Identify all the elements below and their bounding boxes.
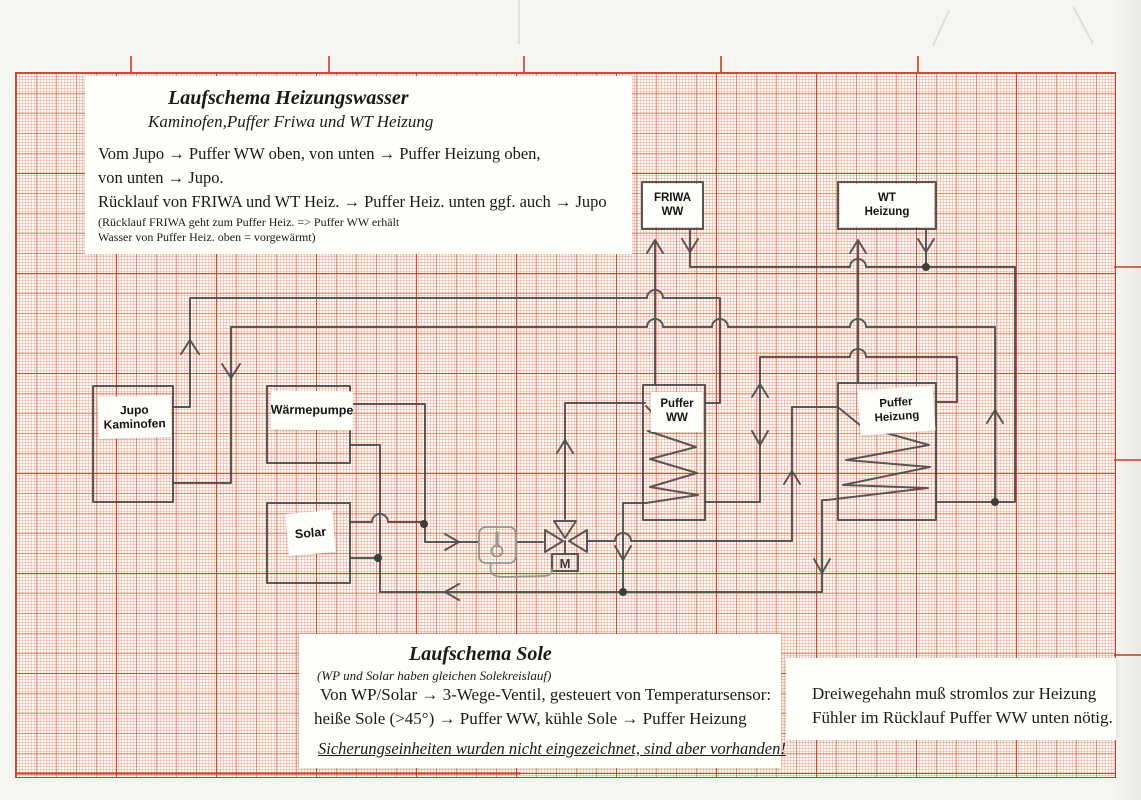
- schema-title: Laufschema Heizungswasser: [168, 87, 409, 109]
- junction-dot-icon: [619, 588, 627, 596]
- coil-puffer-ww: [623, 406, 698, 592]
- pipe-jupo-to-pufferww: [173, 290, 720, 407]
- pipe-valve-to-pufferww-coil: [565, 403, 645, 519]
- label-line: Puffer: [660, 398, 694, 411]
- sole-text-line: Von WP/Solar → 3-Wege-Ventil, gesteuert von Temperatursensor:: [320, 685, 772, 704]
- schema-text-line: Vom Jupo → Puffer WW oben, von unten → Puffer Heizung oben,: [98, 144, 541, 163]
- pipe-sole-return: [350, 445, 822, 592]
- sole-title: Laufschema Sole: [409, 643, 552, 665]
- pipe-valve-to-pufferheizung-coil: [587, 407, 838, 541]
- junction-dot-icon: [922, 263, 930, 271]
- label-puffer-heizung: [858, 385, 936, 435]
- note-text-line: Dreiwegehahn muß stromlos zur Heizung: [812, 684, 1097, 703]
- label-line: Heizung: [874, 408, 920, 425]
- pipe-solar-top: [350, 514, 424, 522]
- label-line: WW: [666, 412, 688, 424]
- junction-dot-icon: [991, 498, 999, 506]
- three-way-valve-icon: [545, 530, 563, 552]
- schema-text-line: Wasser von Puffer Heiz. oben = vorgewärmt): [98, 230, 316, 244]
- sole-warning: Sicherungseinheiten wurden nicht eingezeichnet, sind aber vorhanden!: [318, 739, 786, 758]
- header-note-box: [85, 76, 632, 254]
- three-way-valve-icon: [554, 521, 576, 538]
- label-line: WW: [661, 205, 684, 218]
- sole-text-line: heiße Sole (>45°) → Puffer WW, kühle Sole → Puffer Heizung: [314, 709, 747, 728]
- label-line: Kaminofen: [103, 416, 166, 432]
- sole-subtitle: (WP und Solar haben gleichen Solekreislauf): [317, 668, 552, 683]
- label-solar: [285, 510, 335, 556]
- junction-dot-icon: [420, 520, 428, 528]
- schema-subtitle: Kaminofen,Puffer Friwa und WT Heizung: [148, 112, 434, 131]
- scan-edge-shadow: [1115, 0, 1141, 800]
- valve-note-box: [786, 658, 1116, 740]
- label-friwa-ww: [643, 184, 702, 227]
- sensor-control-wire: [490, 563, 552, 577]
- label-line: Jupo: [119, 402, 149, 418]
- label-line: Wärmepumpe: [270, 402, 354, 418]
- schema-text-line: von unten → Jupo.: [98, 168, 224, 187]
- three-way-valve-icon: [569, 530, 587, 552]
- label-line: Heizung: [864, 205, 910, 218]
- label-line: Puffer: [878, 395, 913, 411]
- label-puffer-ww: [651, 392, 703, 432]
- label-waermepumpe: [271, 391, 353, 431]
- valve-motor-label: M: [559, 556, 571, 571]
- label-line: FRIWA: [653, 191, 692, 204]
- label-line: WT: [878, 191, 896, 204]
- thermometer-sensor: [479, 527, 552, 577]
- pipe-wp-to-valve: [350, 404, 543, 542]
- schema-text-line: Rücklauf von FRIWA und WT Heiz. → Puffer Heiz. unten ggf. auch → Jupo: [98, 192, 607, 211]
- junction-dot-icon: [374, 554, 382, 562]
- schema-text-line: (Rücklauf FRIWA geht zum Puffer Heiz. => Puffer WW erhält: [98, 215, 400, 229]
- sole-note-box: [299, 634, 786, 768]
- note-text-line: Fühler im Rücklauf Puffer WW unten nötig.: [812, 708, 1113, 727]
- label-line: Solar: [294, 524, 327, 541]
- label-wt-heizung: [840, 184, 934, 227]
- label-jupo-kaminofen: [97, 395, 171, 439]
